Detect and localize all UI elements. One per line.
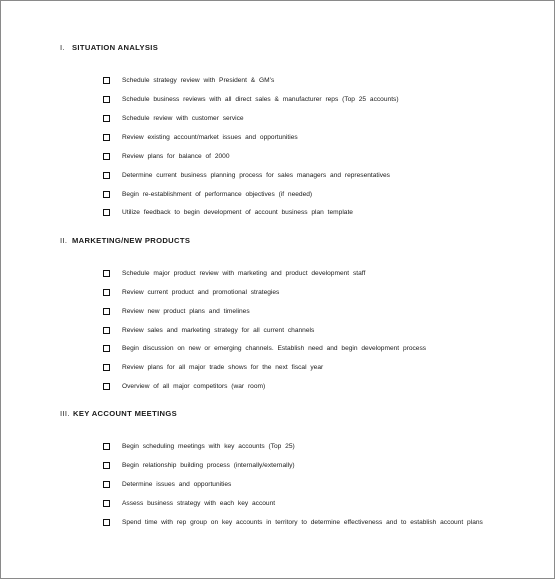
checkbox[interactable]	[103, 134, 110, 141]
checklist-item-label: Review existing account/market issues and opportunities	[122, 133, 298, 141]
checklist-item-label: Spend time with rep group on key accounts in territory to determine effectiveness and to establish account plans	[122, 518, 483, 526]
checklist-item-label: Schedule business reviews with all direct sales & manufacturer reps (Top 25 accounts)	[122, 95, 399, 103]
checklist-item-label: Overview of all major competitors (war room)	[122, 382, 266, 390]
checklist-item-label: Assess business strategy with each key account	[122, 499, 276, 507]
checkbox[interactable]	[103, 96, 110, 103]
checklist-item[interactable]	[103, 518, 493, 548]
checkbox[interactable]	[103, 172, 110, 179]
checklist-item-label: Review plans for balance of 2000	[122, 152, 230, 160]
section-title: SITUATION ANALYSIS	[72, 43, 159, 52]
checkbox[interactable]	[103, 462, 110, 469]
checklist-item-label: Schedule major product review with marketing and product development staff	[122, 269, 366, 277]
checklist-item-label: Schedule strategy review with President & GM’s	[122, 76, 275, 84]
checkbox[interactable]	[103, 364, 110, 371]
checklist-item-label: Determine issues and opportunities	[122, 480, 232, 488]
section-title: KEY ACCOUNT MEETINGS	[73, 409, 178, 418]
checkbox[interactable]	[103, 500, 110, 507]
checklist-item-label: Determine current business planning process for sales managers and representatives	[122, 171, 390, 179]
checkbox[interactable]	[103, 115, 110, 122]
checkbox[interactable]	[103, 327, 110, 334]
checkbox[interactable]	[103, 209, 110, 216]
checkbox[interactable]	[103, 153, 110, 160]
checkbox[interactable]	[103, 270, 110, 277]
checklist-item-label: Begin relationship building process (internally/externally)	[122, 461, 295, 469]
checklist-item-label: Begin discussion on new or emerging channels. Establish need and begin development process	[122, 344, 427, 352]
checkbox[interactable]	[103, 443, 110, 450]
section-heading-situation-analysis	[60, 43, 158, 52]
checkbox[interactable]	[103, 77, 110, 84]
checkbox[interactable]	[103, 191, 110, 198]
section-numeral: III.	[60, 409, 70, 418]
checklist-item-label: Review plans for all major trade shows for the next fiscal year	[122, 363, 324, 371]
checkbox[interactable]	[103, 519, 110, 526]
section-numeral: II.	[60, 236, 68, 245]
section-numeral: I.	[60, 43, 65, 52]
checkbox[interactable]	[103, 308, 110, 315]
checklist-item-label: Review sales and marketing strategy for all current channels	[122, 326, 315, 334]
checkbox[interactable]	[103, 289, 110, 296]
checkbox[interactable]	[103, 383, 110, 390]
checklist-item-label: Begin re-establishment of performance objectives (if needed)	[122, 190, 313, 198]
section-heading-marketing-new-products	[60, 236, 190, 245]
checklist-item-label: Review current product and promotional strategies	[122, 288, 280, 296]
checkbox[interactable]	[103, 481, 110, 488]
section-title: MARKETING/NEW PRODUCTS	[72, 236, 191, 245]
section-heading-key-account-meetings	[60, 409, 177, 418]
checklist-item-label: Utilize feedback to begin development of account business plan template	[122, 208, 353, 216]
checklist-item-label: Schedule review with customer service	[122, 114, 244, 122]
checkbox[interactable]	[103, 345, 110, 352]
checklist-item-label: Review new product plans and timelines	[122, 307, 250, 315]
checklist-item-label: Begin scheduling meetings with key accounts (Top 25)	[122, 442, 295, 450]
